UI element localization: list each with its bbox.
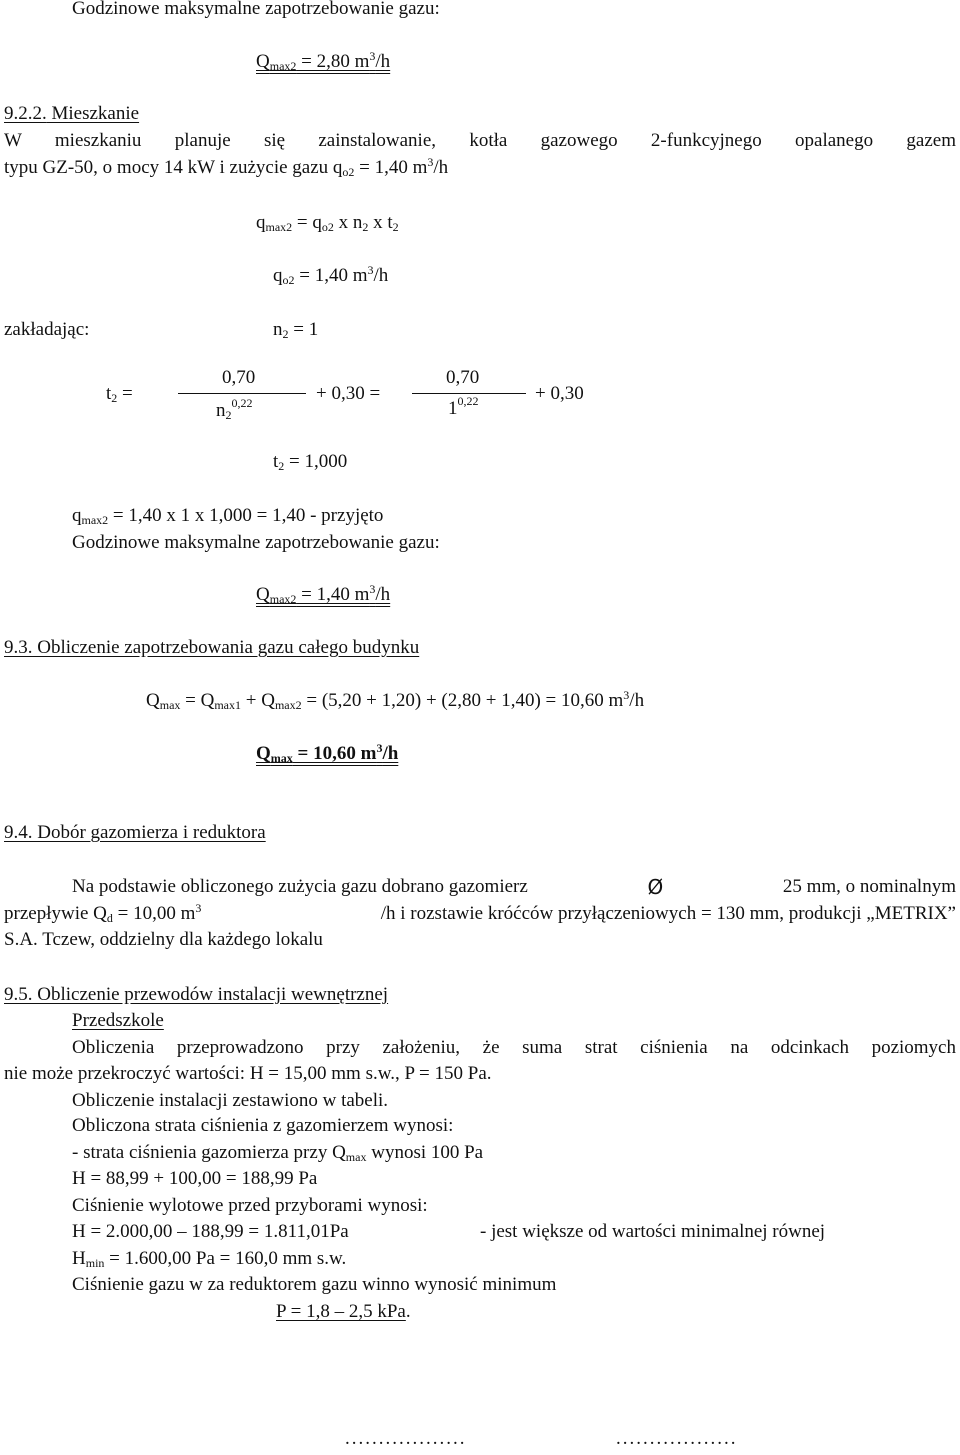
section-9-2-2-heading: 9.2.2. Mieszkanie <box>4 103 140 124</box>
total-result: $Q_{max} = 10,60$ $m^3/h$ <box>256 741 399 765</box>
signature-right: .................. <box>616 1428 738 1449</box>
p95-line7: Ciśnienie wylotowe przed przyborami wynosi: <box>72 1195 428 1216</box>
section-9-3-heading: 9.3. Obliczenie zapotrzebowania gazu całego budynku <box>4 637 420 658</box>
top-heading: Godzinowe maksymalne zapotrzebowanie gazu: <box>72 0 440 19</box>
p95-line3: Obliczenie instalacji zestawiono w tabeli. <box>72 1090 389 1111</box>
heading-gas-demand: Godzinowe maksymalne zapotrzebowanie gazu: <box>72 532 440 553</box>
plus-030-first: + 0,30 = <box>316 383 381 404</box>
signature-left: .................. <box>345 1428 467 1449</box>
qmax2-calc: $q_{max2} = 1,40$ x 1 x 1,000 = 1,40 - przyjęto <box>72 505 384 527</box>
p95-line9: $H_{min} = 1.600,00$ Pa = 160,0 mm s.w. <box>72 1248 347 1270</box>
section-9-2-2-line1: W mieszkaniu planuje się zainstalowanie, kotła gazowego 2-funkcyjnego opalanego gazem <box>4 130 956 151</box>
p95-line4: Obliczona strata ciśnienia z gazomierzem wynosi: <box>72 1115 454 1136</box>
plus-030-second: + 0,30 <box>535 383 584 404</box>
formula-qmax2: $q_{max2} = q_{o2}$ x $n_2$ x $t_2$ <box>256 212 399 234</box>
qmax2-gas-result: $Q_{max2} = 2,80$ $m^3/h$ <box>256 49 391 73</box>
p95-line8-right: - jest większe od wartości minimalnej równej <box>480 1221 826 1242</box>
p95-line11: P = 1,8 – 2,5 kPa. <box>276 1301 411 1322</box>
assume-label: zakładając: <box>4 319 90 340</box>
fraction2-numerator: 0,70 <box>446 367 480 388</box>
section-9-5-heading: 9.5. Obliczenie przewodów instalacji wewnętrznej <box>4 984 389 1005</box>
p95-line8-left: H = 2.000,00 – 188,99 = 1.811,01Pa <box>72 1221 349 1242</box>
p95-line6: H = 88,99 + 100,00 = 188,99 Pa <box>72 1168 318 1189</box>
t2-lhs: $t_2$ = <box>106 383 133 405</box>
p95-line1: Obliczenia przeprowadzono przy założeniu, że suma strat ciśnienia na odcinkach poziomych <box>72 1037 956 1058</box>
fraction1-bar <box>178 393 306 394</box>
section-9-4-heading: 9.4. Dobór gazomierza i reduktora <box>4 822 266 843</box>
p95-line5: - strata ciśnienia gazomierza przy $Q_{max}$ wynosi 100 Pa <box>72 1142 484 1164</box>
fraction1-denominator: $n_2^{0,22}$ <box>216 396 253 422</box>
fraction1-numerator: 0,70 <box>222 367 256 388</box>
p94-line2: przepływie $Q_d = 10,00$ $m^3$ /h i rozstawie króćców przyłączeniowych = 130 mm, produkcji „METRIX” <box>4 901 956 925</box>
assume-n2: $n_2 = 1$ <box>273 319 319 341</box>
section-9-2-2-line2: typu GZ-50, o mocy 14 kW i zużycie gazu $q_{o2} = 1,40$ $m^3/h$ <box>4 155 449 179</box>
t2-result: $t_2 = 1,000$ <box>273 451 348 473</box>
total-equation: $Q_{max} = Q_{max1} + Q_{max2} = (5,20 + 1,20) + (2,80 + 1,40) = 10,60$ $m^3/h$ <box>146 688 645 712</box>
qmax2-result: $Q_{max2} = 1,40$ $m^3/h$ <box>256 582 391 606</box>
p95-line10: Ciśnienie gazu w za reduktorem gazu winno wynosić minimum <box>72 1274 557 1295</box>
fraction2-denominator: 1$^{0,22}$ <box>448 394 479 419</box>
p94-line1: Na podstawie obliczonego zużycia gazu dobrano gazomierz Ø 25 mm, o nominalnym <box>72 875 956 899</box>
qo2-value: $q_{o2} = 1,40$ $m^3/h$ <box>273 263 389 287</box>
przedszkole-subheading: Przedszkole <box>72 1010 164 1031</box>
p95-line2: nie może przekroczyć wartości: H = 15,00 mm s.w., P = 150 Pa. <box>4 1063 492 1084</box>
diameter-symbol: Ø <box>647 875 664 899</box>
p94-line3: S.A. Tczew, oddzielny dla każdego lokalu <box>4 929 323 950</box>
